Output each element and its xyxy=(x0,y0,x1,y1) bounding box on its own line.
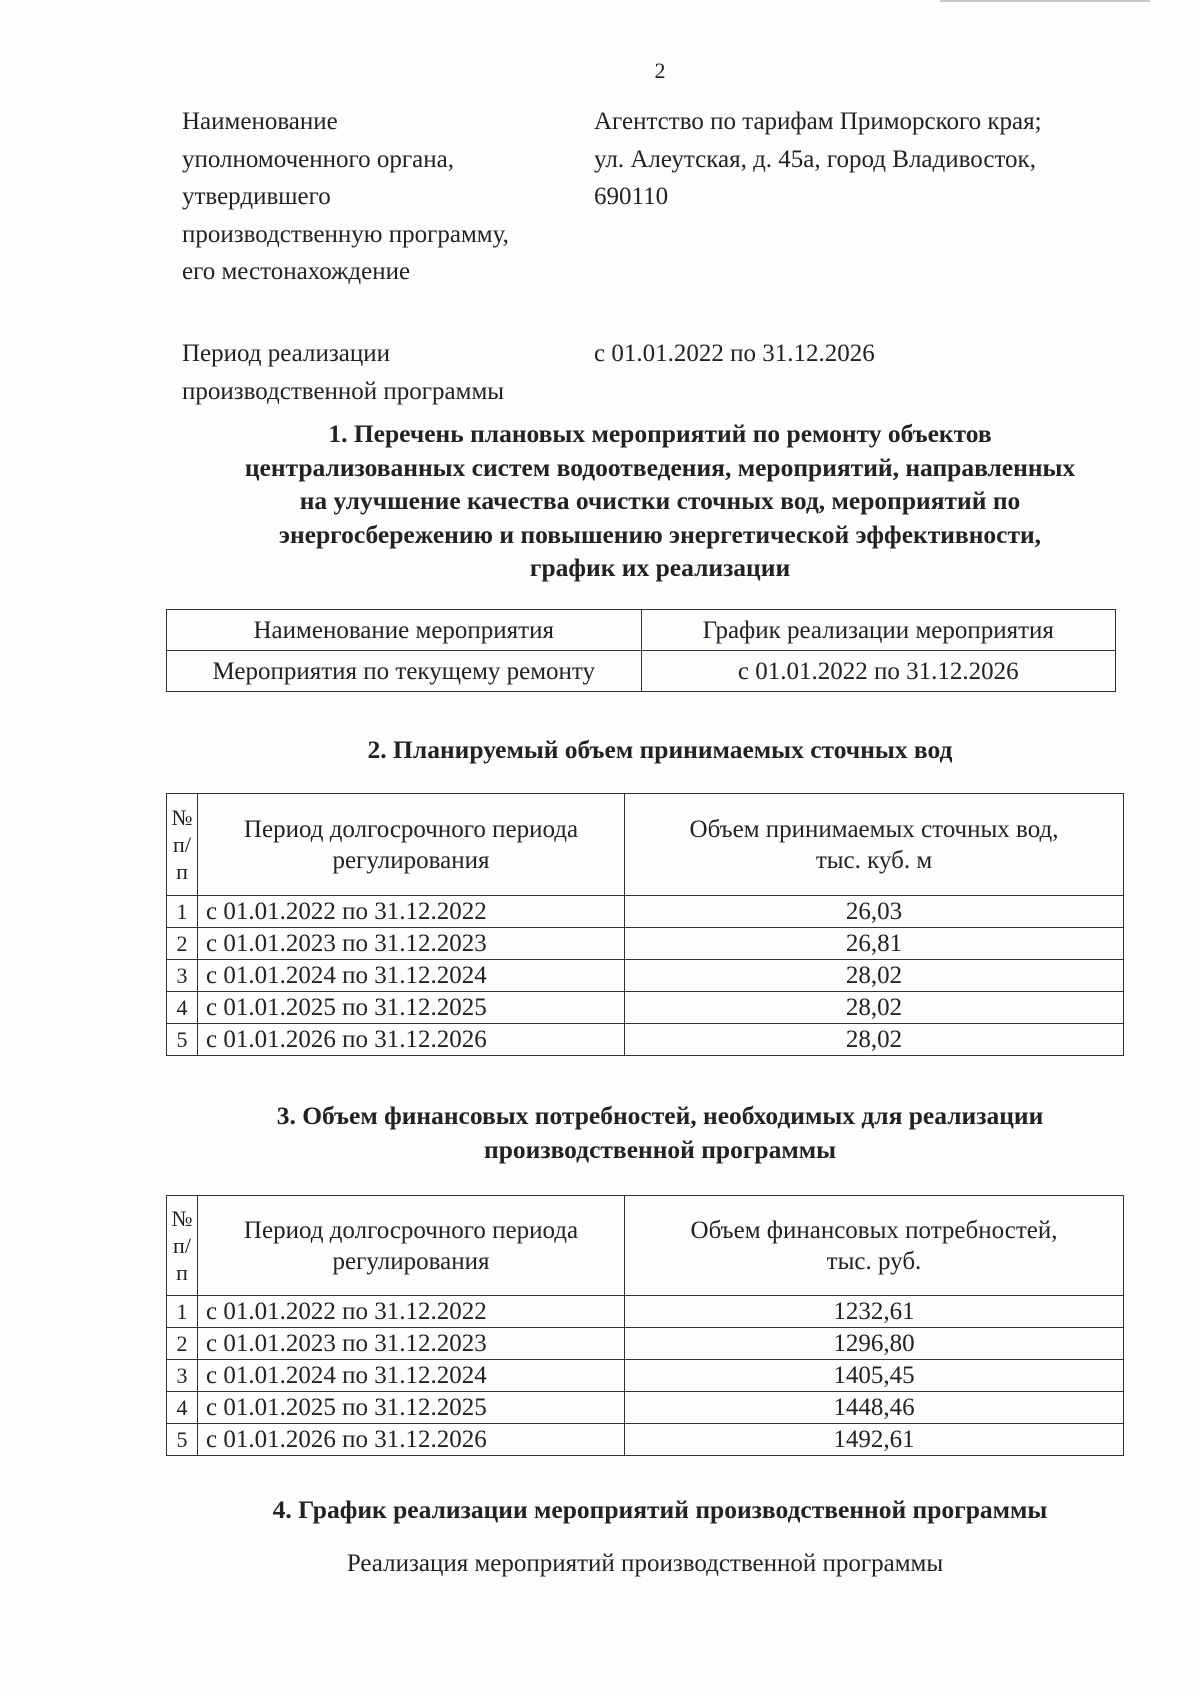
value-header-line: Объем финансовых потребностей, xyxy=(690,1216,1058,1244)
row-value: 26,81 xyxy=(625,928,1124,960)
row-value: 26,03 xyxy=(625,896,1124,928)
row-period: с 01.01.2024 по 31.12.2024 xyxy=(198,960,625,992)
row-period: с 01.01.2026 по 31.12.2026 xyxy=(198,1424,625,1456)
row-period: с 01.01.2026 по 31.12.2026 xyxy=(198,1024,625,1056)
row-period: с 01.01.2025 по 31.12.2025 xyxy=(198,1392,625,1424)
row-num: 1 xyxy=(167,896,198,928)
period-label-line: производственной программы xyxy=(182,377,505,405)
row-num: 2 xyxy=(167,1328,198,1360)
authority-value-line: ул. Алеутская, д. 45а, город Владивосток, xyxy=(594,145,1036,173)
row-num: 4 xyxy=(167,992,198,1024)
table-row xyxy=(167,896,1124,928)
period-value: с 01.01.2022 по 31.12.2026 xyxy=(594,340,875,367)
value-header xyxy=(625,1196,1124,1296)
table-row xyxy=(167,1328,1124,1360)
section3-title xyxy=(150,1099,1170,1166)
period-header xyxy=(198,1196,625,1296)
row-value: 28,02 xyxy=(625,960,1124,992)
table-row xyxy=(167,1024,1124,1056)
row-num: 1 xyxy=(167,1296,198,1328)
table-row xyxy=(167,651,1116,692)
table-header-row xyxy=(167,794,1124,896)
period-header-line: Период долгосрочного периода xyxy=(243,1216,579,1244)
row-value: 1492,61 xyxy=(625,1424,1124,1456)
section3-title-line: производственной программы xyxy=(484,1134,836,1164)
authority-value-line: Агентство по тарифам Приморского края; xyxy=(594,108,1042,135)
period-header-line: регулирования xyxy=(332,1247,490,1275)
num-header-line: п xyxy=(176,859,188,884)
row-period: с 01.01.2023 по 31.12.2023 xyxy=(198,1328,625,1360)
row-value: 28,02 xyxy=(625,992,1124,1024)
row-num: 3 xyxy=(167,1360,198,1392)
authority-value xyxy=(594,103,1124,216)
measure-schedule-cell: с 01.01.2022 по 31.12.2026 xyxy=(641,651,1116,692)
measure-name-header: Наименование мероприятия xyxy=(167,610,642,651)
num-header-line: п/ xyxy=(173,832,191,857)
row-num: 3 xyxy=(167,960,198,992)
section4-title: 4. График реализации мероприятий производственной программы xyxy=(272,1495,1048,1524)
row-value: 1232,61 xyxy=(625,1296,1124,1328)
row-value: 1296,80 xyxy=(625,1328,1124,1360)
section1-title xyxy=(150,417,1170,585)
value-header-line: тыс. куб. м xyxy=(815,846,933,874)
table-row xyxy=(167,1424,1124,1456)
table-row xyxy=(167,1360,1124,1392)
section2-title: 2. Планируемый объем принимаемых сточных вод xyxy=(367,735,953,764)
num-header-line: п xyxy=(176,1260,188,1285)
row-num: 4 xyxy=(167,1392,198,1424)
authority-label-line: его местонахождение xyxy=(182,258,411,285)
period-header-line: Период долгосрочного периода xyxy=(243,815,579,843)
section1-title-line: энергосбережению и повышению энергетической эффективности, xyxy=(278,519,1042,549)
measure-name-cell: Мероприятия по текущему ремонту xyxy=(167,651,642,692)
table-row xyxy=(167,1392,1124,1424)
table-row xyxy=(167,928,1124,960)
num-header-line: № xyxy=(171,1206,193,1231)
row-num: 5 xyxy=(167,1424,198,1456)
authority-label-line: производственную программу, xyxy=(182,220,509,248)
section1-title-line: централизованных систем водоотведения, мероприятий, направленных xyxy=(244,452,1076,482)
value-header xyxy=(625,794,1124,896)
num-header xyxy=(167,1196,198,1296)
section1-title-line: 1. Перечень плановых мероприятий по ремонту объектов xyxy=(328,419,992,448)
value-header-line: тыс. руб. xyxy=(826,1247,922,1275)
row-period: с 01.01.2022 по 31.12.2022 xyxy=(198,1296,625,1328)
page-number: 2 xyxy=(654,58,666,83)
table-row xyxy=(167,992,1124,1024)
row-value: 1448,46 xyxy=(625,1392,1124,1424)
table-header-row xyxy=(167,610,1116,651)
period-label xyxy=(182,335,582,410)
row-num: 2 xyxy=(167,928,198,960)
table-row xyxy=(167,1296,1124,1328)
value-header-line: Объем принимаемых сточных вод, xyxy=(689,815,1059,843)
authority-label-line: уполномоченного органа, xyxy=(182,145,454,173)
row-value: 1405,45 xyxy=(625,1360,1124,1392)
num-header-line: № xyxy=(171,805,193,830)
row-num: 5 xyxy=(167,1024,198,1056)
authority-label-line: Наименование xyxy=(182,108,338,135)
authority-value-line: 690110 xyxy=(594,183,669,210)
table-row xyxy=(167,960,1124,992)
row-period: с 01.01.2025 по 31.12.2025 xyxy=(198,992,625,1024)
measure-schedule-header: График реализации мероприятия xyxy=(641,610,1116,651)
section1-title-line: на улучшение качества очистки сточных вод, мероприятий по xyxy=(299,486,1021,515)
row-period: с 01.01.2024 по 31.12.2024 xyxy=(198,1360,625,1392)
period-label-line: Период реализации xyxy=(182,340,390,367)
section3-title-line: 3. Объем финансовых потребностей, необходимых для реализации xyxy=(276,1101,1044,1130)
measures-table xyxy=(166,609,1116,692)
authority-label xyxy=(182,103,582,291)
num-header xyxy=(167,794,198,896)
period-header-line: регулирования xyxy=(332,846,490,874)
top-rule xyxy=(940,0,1150,2)
num-header-line: п/ xyxy=(173,1233,191,1258)
row-period: с 01.01.2023 по 31.12.2023 xyxy=(198,928,625,960)
table-header-row xyxy=(167,1196,1124,1296)
wastewater-volume-table xyxy=(166,793,1124,1056)
authority-label-line: утвердившего xyxy=(182,183,331,210)
section4-subtitle: Реализация мероприятий производственной программы xyxy=(346,1550,944,1577)
period-header xyxy=(198,794,625,896)
financial-needs-table xyxy=(166,1195,1124,1456)
section1-title-line: график их реализации xyxy=(529,553,791,582)
row-value: 28,02 xyxy=(625,1024,1124,1056)
row-period: с 01.01.2022 по 31.12.2022 xyxy=(198,896,625,928)
